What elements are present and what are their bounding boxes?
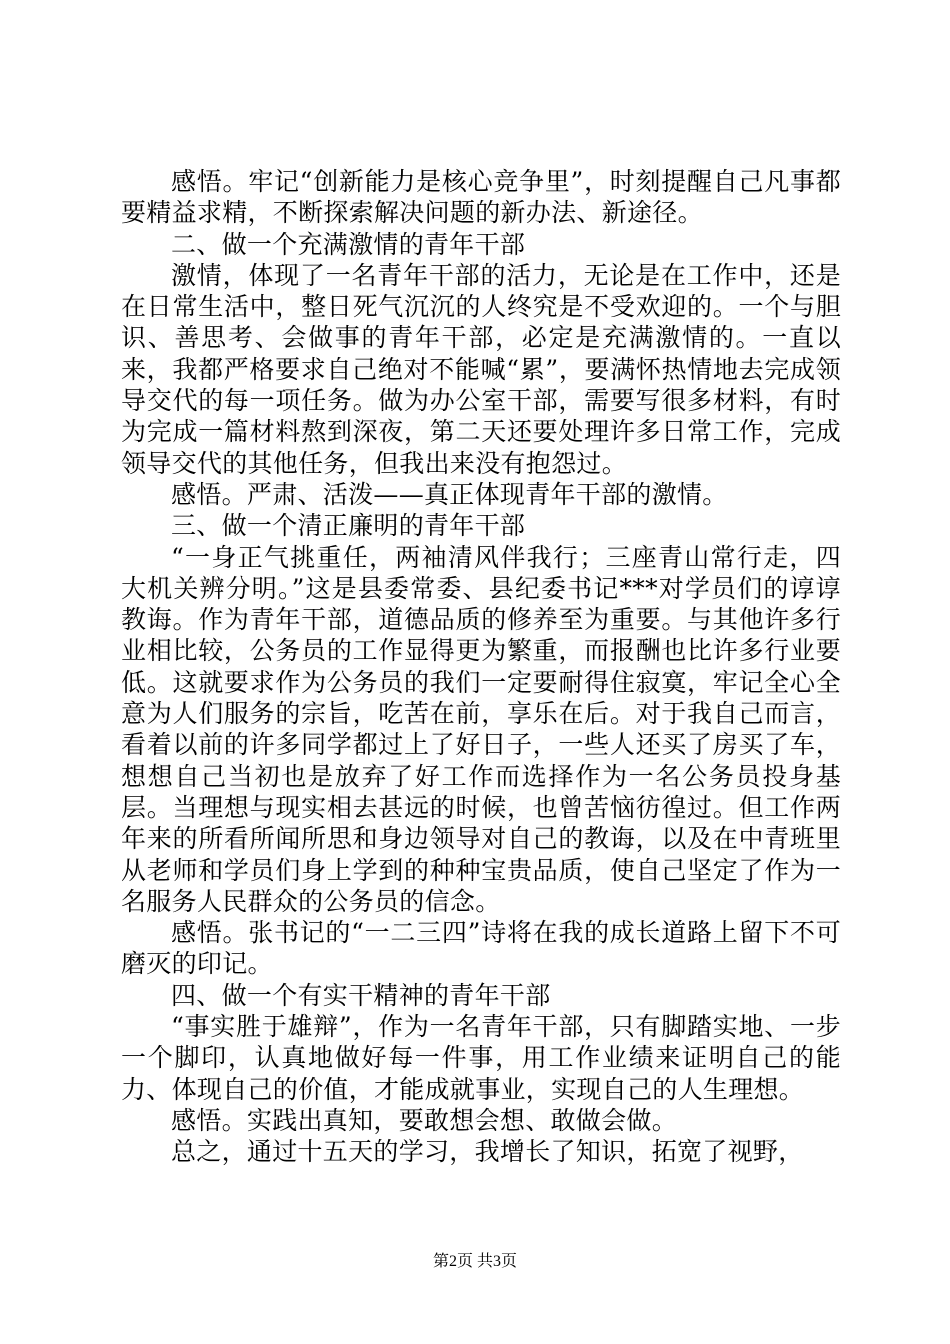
paragraph-insight-integrity: 感悟。张书记的“一二三四”诗将在我的成长道路上留下不可磨灭的印记。 (121, 918, 841, 979)
paragraph-insight-practical: 感悟。实践出真知，要敢想会想、敢做会做。 (171, 1105, 678, 1135)
section-heading-practical: 四、做一个有实干精神的青年干部 (171, 980, 551, 1010)
paragraph-insight-innovation: 感悟。牢记“创新能力是核心竞争里”，时刻提醒自己凡事都要精益求精，不断探索解决问题的新办法、新途径。 (121, 167, 841, 228)
section-heading-integrity: 三、做一个清正廉明的青年干部 (171, 511, 526, 541)
section-heading-passion: 二、做一个充满激情的青年干部 (171, 229, 526, 259)
paragraph-passion: 激情，体现了一名青年干部的活力，无论是在工作中，还是在日常生活中，整日死气沉沉的人终究是不受欢迎的。一个与胆识、善思考、会做事的青年干部，必定是充满激情的。一直以来，我都严格要求自己绝对不能喊“累”，要满怀热情地去完成领导交代的每一项任务。做为办公室干部，需要写很多材料，有时为完成一篇材料熬到深夜，第二天还要处理许多日常工作，完成领导交代的其他任务，但我出来没有抱怨过。 (121, 260, 841, 478)
paragraph-practical: “事实胜于雄辩”，作为一名青年干部，只有脚踏实地、一步一个脚印，认真地做好每一件事，用工作业绩来证明自己的能力、体现自己的价值，才能成就事业，实现自己的人生理想。 (121, 1012, 841, 1104)
paragraph-integrity: “一身正气挑重任，两袖清风伴我行；三座青山常行走，四大机关辨分明。”这是县委常委、县纪委书记***对学员们的谆谆教诲。作为青年干部，道德品质的修养至为重要。与其他许多行业相比较，公务员的工作显得更为繁重，而报酬也比许多行业要低。这就要求作为公务员的我们一定要耐得住寂寞，牢记全心全意为人们服务的宗旨，吃苦在前，享乐在后。对于我自己而言，看着以前的许多同学都过上了好日子，一些人还买了房买了车，想想自己当初也是放弃了好工作而选择作为一名公务员投身基层。当理想与现实相去甚远的时候，也曾苦恼彷徨过。但工作两年来的所看所闻所思和身边领导对自己的教诲，以及在中青班里从老师和学员们身上学到的种种宝贵品质，使自己坚定了作为一名服务人民群众的公务员的信念。 (121, 542, 841, 916)
paragraph-insight-passion: 感悟。严肃、活泼——真正体现青年干部的激情。 (171, 479, 728, 509)
document-body (121, 166, 841, 1168)
page-footer: 第2页 共3页 (432, 1253, 517, 1270)
paragraph-conclusion: 总之，通过十五天的学习，我增长了知识，拓宽了视野， (171, 1137, 804, 1167)
